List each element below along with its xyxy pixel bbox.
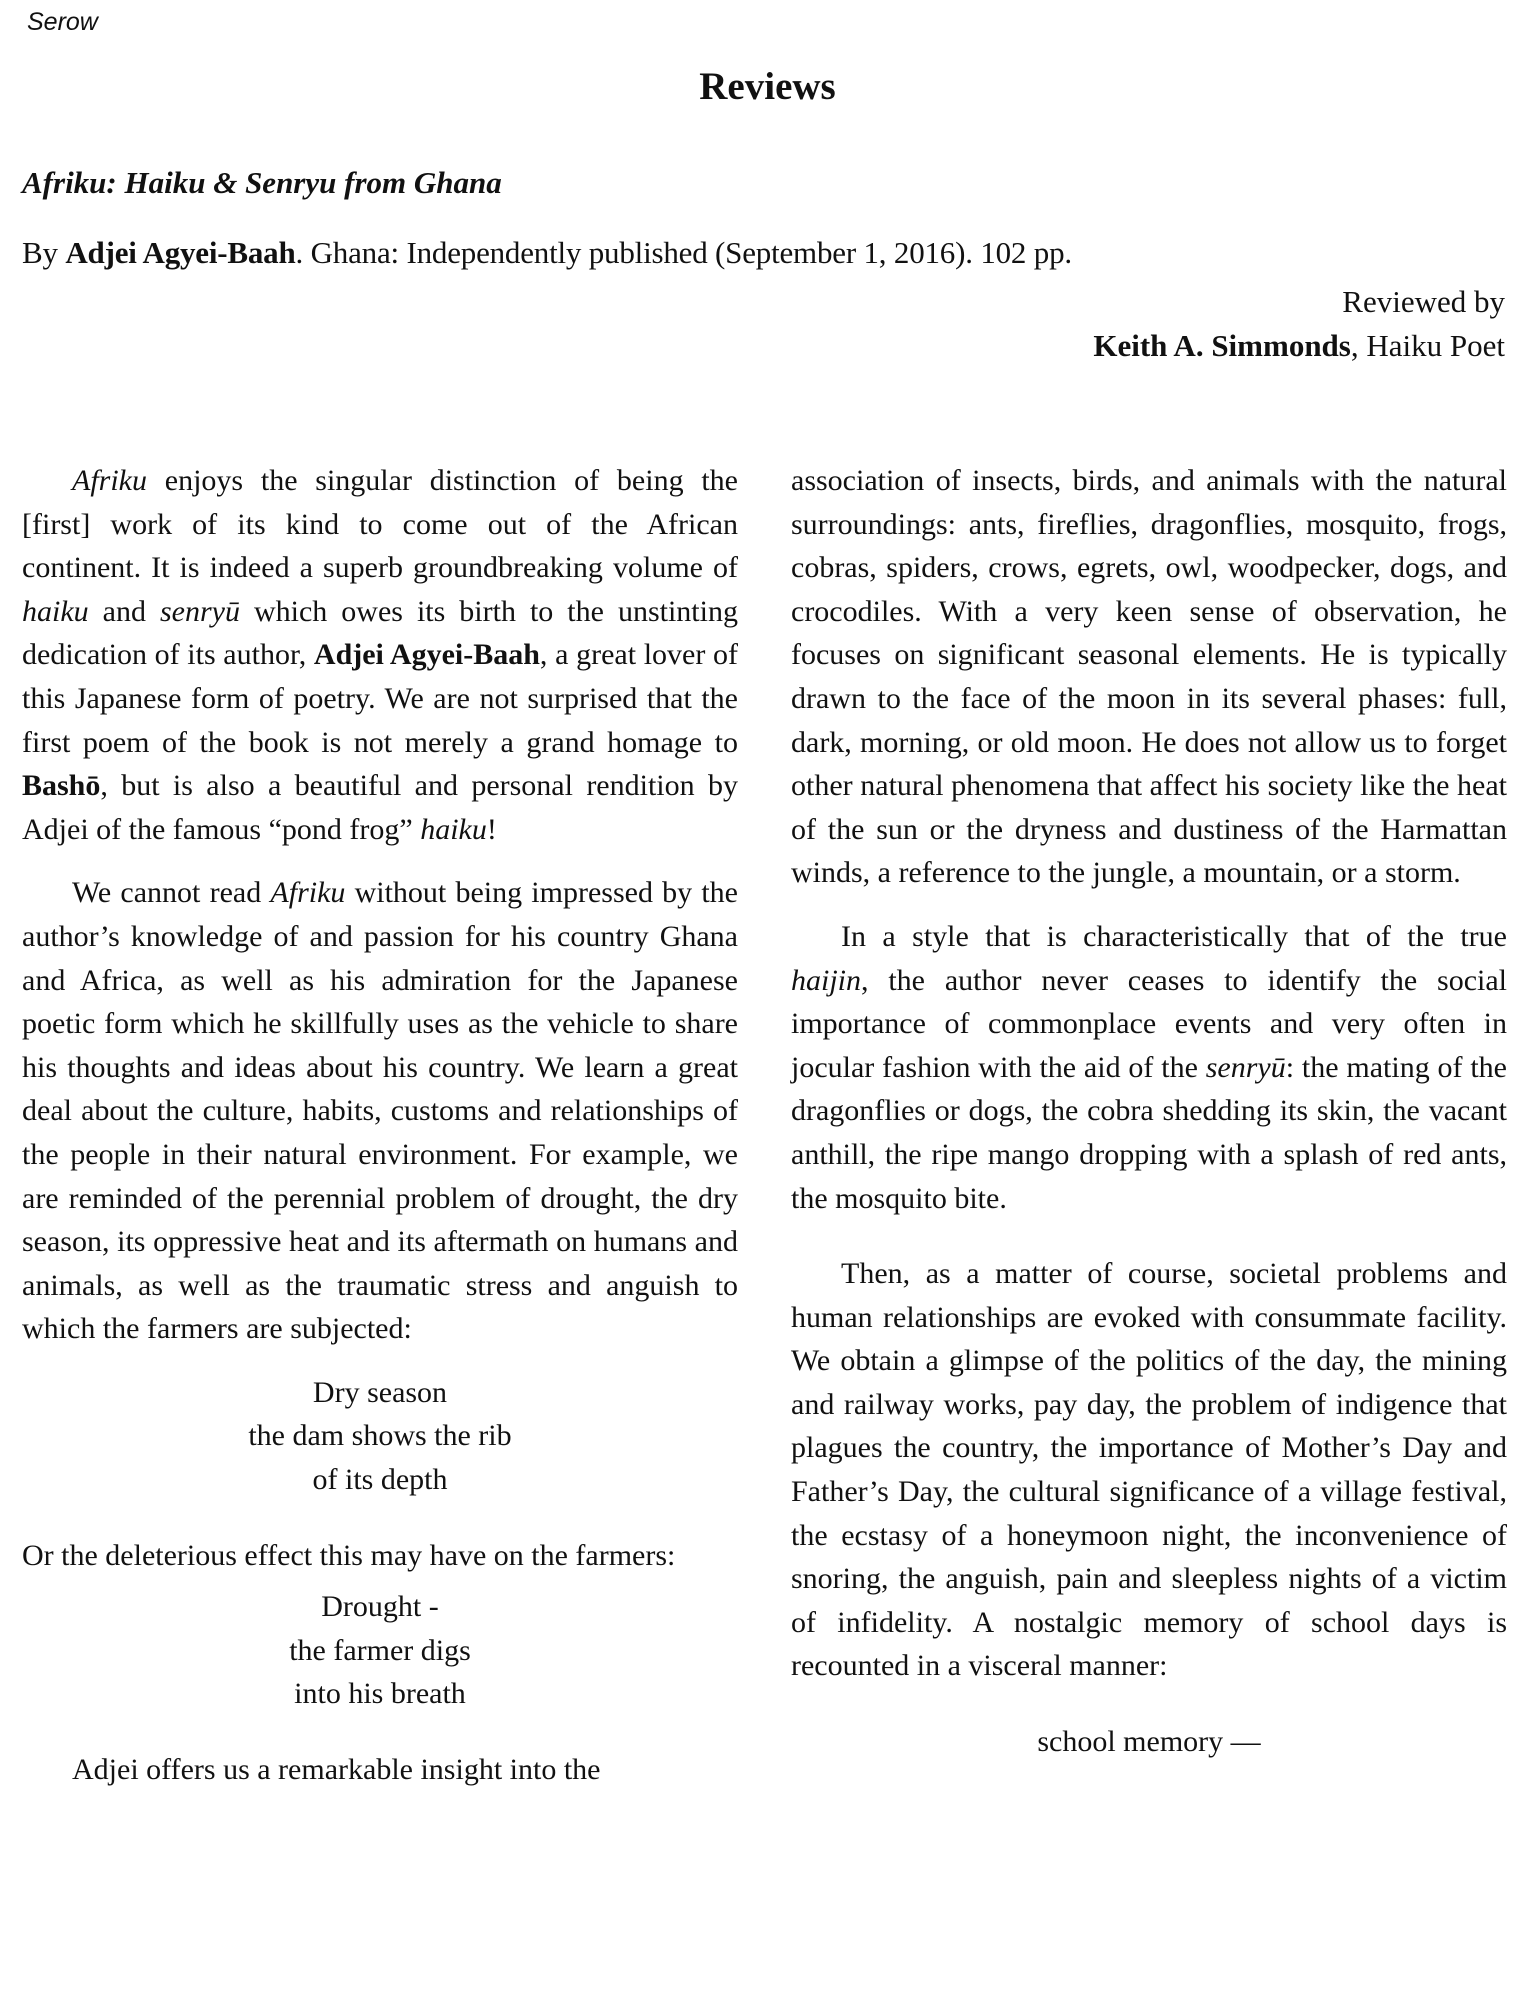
poem-line: the dam shows the rib bbox=[248, 1419, 512, 1453]
poem-line: school memory — bbox=[1037, 1725, 1261, 1759]
paragraph: association of insects, birds, and animals with the natural surroundings: ants, fireflies, dragonflies, mosquito, frogs, cobras, spiders, crows, egrets, owl, woodpecker, dogs, and crocodiles. With a very keen sense of observation, he focuses on significant seasonal elements. He is typically drawn to the face of the moon in its several phases: full, dark, morning, or old moon. He does not allow us to forget other natural phenomena that affect his society like the heat of the sun or the dryness and dustiness of the Harmattan winds, a reference to the jungle, a mountain, or a storm. bbox=[791, 464, 1507, 890]
book-publication: . Ghana: Independently published (September 1, 2016). 102 pp. bbox=[295, 235, 1072, 270]
reviewer-name: Keith A. Simmonds bbox=[1093, 328, 1351, 363]
text-run: We cannot read bbox=[72, 876, 271, 910]
reviewed-by-label: Reviewed by bbox=[1342, 284, 1505, 319]
book-title-inline: Afriku bbox=[72, 464, 147, 497]
poem-line: of its depth bbox=[312, 1463, 448, 1497]
haiku-quote bbox=[22, 1371, 738, 1502]
text-run: enjoys the singular distinction of being the [first] work of its kind to come out of the African continent. It is indeed a superb groundbreaking volume of bbox=[22, 464, 738, 585]
running-head: Serow bbox=[27, 8, 98, 36]
by-label: By bbox=[22, 235, 58, 270]
book-title-inline: Afriku bbox=[270, 876, 346, 910]
term-italic: senryū bbox=[1205, 1050, 1286, 1084]
text-run: and bbox=[88, 594, 160, 628]
text-run: without being impressed by the author’s knowledge of and passion for his country Ghana and Africa, as well as his admiration for the Japanese poetic form which he skillfully uses as the vehicle to share his thoughts and ideas about his country. We learn a great deal about the culture, habits, customs and relationships of the people in their natural environment. For example, we are reminded of the perennial problem of drought, the dry season, its oppressive heat and its aftermath on humans and animals, as well as the traumatic stress and anguish to which the farmers are subjected: bbox=[22, 876, 738, 1346]
paragraph bbox=[22, 459, 738, 851]
book-author: Adjei Agyei-Baah bbox=[65, 235, 296, 270]
text-run: , but is also a beautiful and personal rendition by Adjei of the famous “pond frog” bbox=[22, 769, 738, 846]
reviewer-role: , Haiku Poet bbox=[1350, 328, 1505, 363]
term-italic: haiku bbox=[420, 812, 487, 846]
haiku-quote bbox=[791, 1720, 1507, 1764]
paragraph: Or the deleterious effect this may have on the farmers: bbox=[22, 1538, 676, 1572]
paragraph bbox=[22, 871, 738, 1351]
term-italic: haijin bbox=[791, 963, 862, 997]
poem-line: Dry season bbox=[312, 1375, 448, 1409]
basho-bold: Bashō bbox=[22, 769, 101, 803]
term-italic: senryū bbox=[159, 594, 240, 628]
paragraph bbox=[791, 915, 1507, 1220]
book-title: Afriku: Haiku & Senryu from Ghana bbox=[22, 165, 502, 200]
text-run: : the mating of the dragonflies or dogs, the cobra shedding its skin, the vacant anthill, the ripe mango dropping with a splash of red ants, the mosquito bite. bbox=[791, 1050, 1508, 1215]
poem-line: into his breath bbox=[294, 1677, 466, 1711]
reviewer-block bbox=[1093, 280, 1505, 368]
section-title: Reviews bbox=[699, 65, 836, 108]
reviewer-line bbox=[1093, 324, 1505, 368]
text-run: In a style that is characteristically that of the true bbox=[841, 919, 1507, 953]
text-run: , a great lover of this Japanese form of poetry. We are not surprised that the first poem of the book is not merely a grand homage to bbox=[22, 638, 738, 759]
text-run: which owes its birth to the unstinting dedication of its author, bbox=[22, 594, 738, 672]
paragraph: Then, as a matter of course, societal problems and human relationships are evoked with consummate facility. We obtain a glimpse of the politics of the day, the mining and railway works, pay day, the problem of indigence that plagues the country, the importance of Mother’s Day and Father’s Day, the cultural significance of a village festival, the ecstasy of a honeymoon night, the inconvenience of snoring, the anguish, pain and sleepless nights of a victim of infidelity. A nostalgic memory of school days is recounted in a visceral manner: bbox=[791, 1257, 1507, 1683]
text-run: , the author never ceases to identify the social importance of commonplace events and very often in jocular fashion with the aid of the bbox=[791, 963, 1507, 1084]
haiku-quote bbox=[22, 1585, 738, 1716]
poem-line: the farmer digs bbox=[289, 1633, 471, 1667]
right-column bbox=[791, 459, 1507, 1764]
left-column bbox=[22, 459, 738, 1792]
paragraph: Adjei offers us a remarkable insight into the bbox=[72, 1753, 601, 1787]
text-run: ! bbox=[486, 812, 497, 846]
author-name-bold: Adjei Agyei-Baah bbox=[313, 638, 540, 672]
term-italic: haiku bbox=[22, 594, 89, 628]
poem-line: Drought - bbox=[321, 1590, 439, 1624]
book-byline bbox=[22, 235, 1072, 271]
